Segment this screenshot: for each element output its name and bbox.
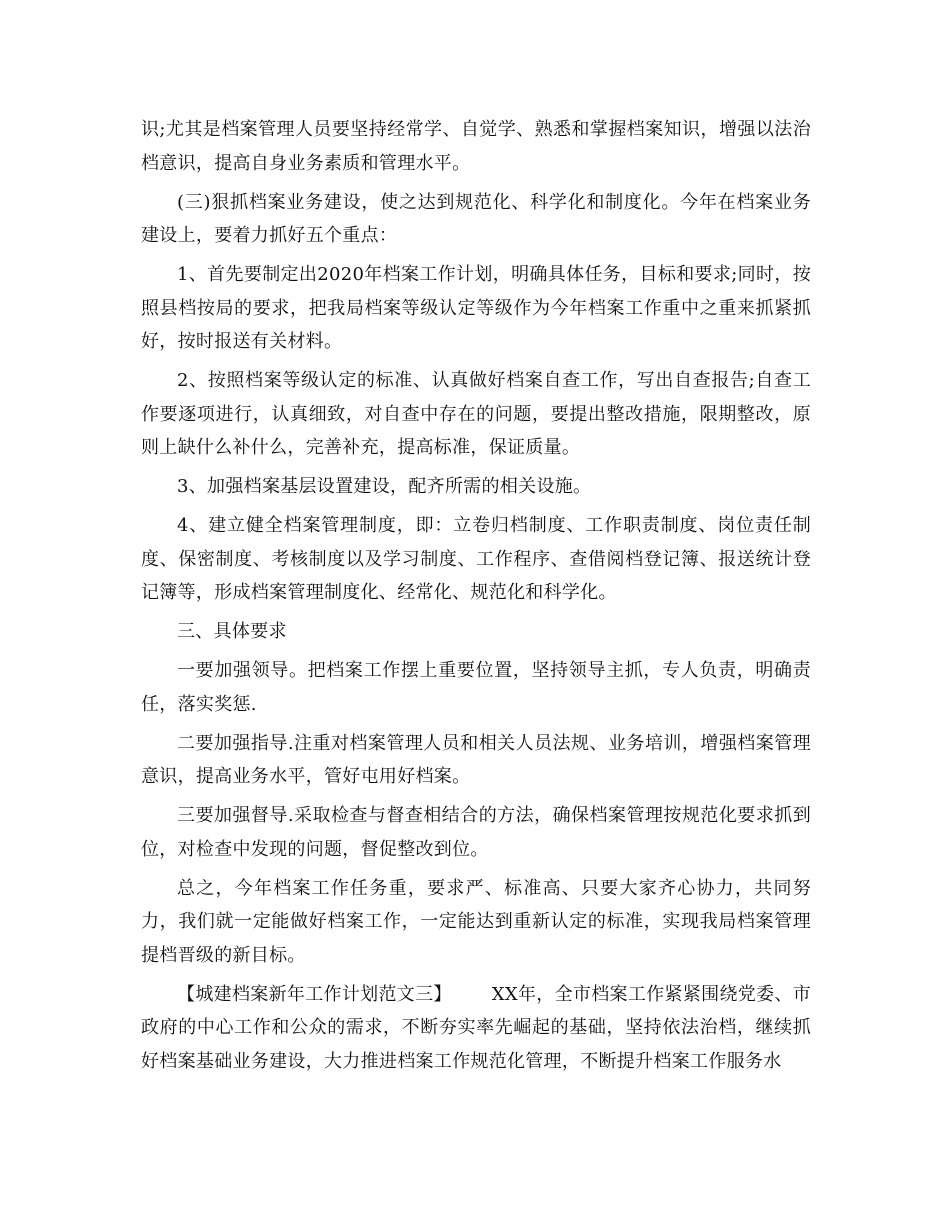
paragraph-item-1: 1、首先要制定出2020年档案工作计划，明确具体任务，目标和要求;同时，按照县档按局的要求，把我局档案等级认定等级作为今年档案工作重中之重来抓紧抓好，按时报送有关材料。: [141, 264, 811, 352]
paragraph-requirement-2: 二要加强指导.注重对档案管理人员和相关人员法规、业务培训，增强档案管理意识，提高业务水平，管好屯用好档案。: [141, 732, 811, 787]
paragraph-conclusion: 总之，今年档案工作任务重，要求严、标准高、只要大家齐心协力，共同努力，我们就一定能做好档案工作，一定能达到重新认定的标准，实现我局档案管理提档晋级的新目标。: [141, 877, 811, 966]
document-body: [141, 113, 811, 1084]
paragraph-requirement-3: 三要加强督导.采取检查与督查相结合的方法，确保档案管理按规范化要求抓到位，对检查中发现的问题，督促整改到位。: [141, 805, 811, 860]
paragraph-item-4: 4、建立健全档案管理制度，即：立卷归档制度、工作职责制度、岗位责任制度、保密制度、考核制度以及学习制度、工作程序、查借阅档登记簿、报送统计登记簿等，形成档案管理制度化、经常化、规范化和科学化。: [141, 515, 811, 603]
paragraph-sample-three: [141, 978, 811, 1079]
section-heading-requirements: 三、具体要求: [177, 621, 287, 642]
paragraph-requirement-1: 一要加强领导。把档案工作摆上重要位置，坚持领导主抓，专人负责，明确责任，落实奖惩.: [141, 660, 811, 715]
paragraph-item-3: 3、加强档案基层设置建设，配齐所需的相关设施。: [177, 476, 592, 497]
paragraph-section-three: (三)狠抓档案业务建设，使之达到规范化、科学化和制度化。今年在档案业务建设上，要着力抓好五个重点：: [141, 191, 811, 246]
paragraph-item-2: 2、按照档案等级认定的标准、认真做好档案自查工作，写出自查报告;自查工作要逐项进行，认真细致，对自查中存在的问题，要提出整改措施，限期整改，原则上缺什么补什么，完善补充，提高标准，保证质量。: [141, 370, 811, 458]
sample-heading: 【城建档案新年工作计划范文三】: [177, 983, 452, 1005]
paragraph-continued: 识;尤其是档案管理人员要坚持经常学、自觉学、熟悉和掌握档案知识，增强以法治档意识，提高自身业务素质和管理水平。: [141, 119, 811, 174]
sample-text: XX年，全市档案工作紧紧围绕党委、市政府的中心工作和公众的需求，不断夯实率先崛起的基础，坚持依法治档，继续抓好档案基础业务建设，大力推进档案工作规范化管理，不断提升档案工作服务水: [141, 983, 812, 1072]
